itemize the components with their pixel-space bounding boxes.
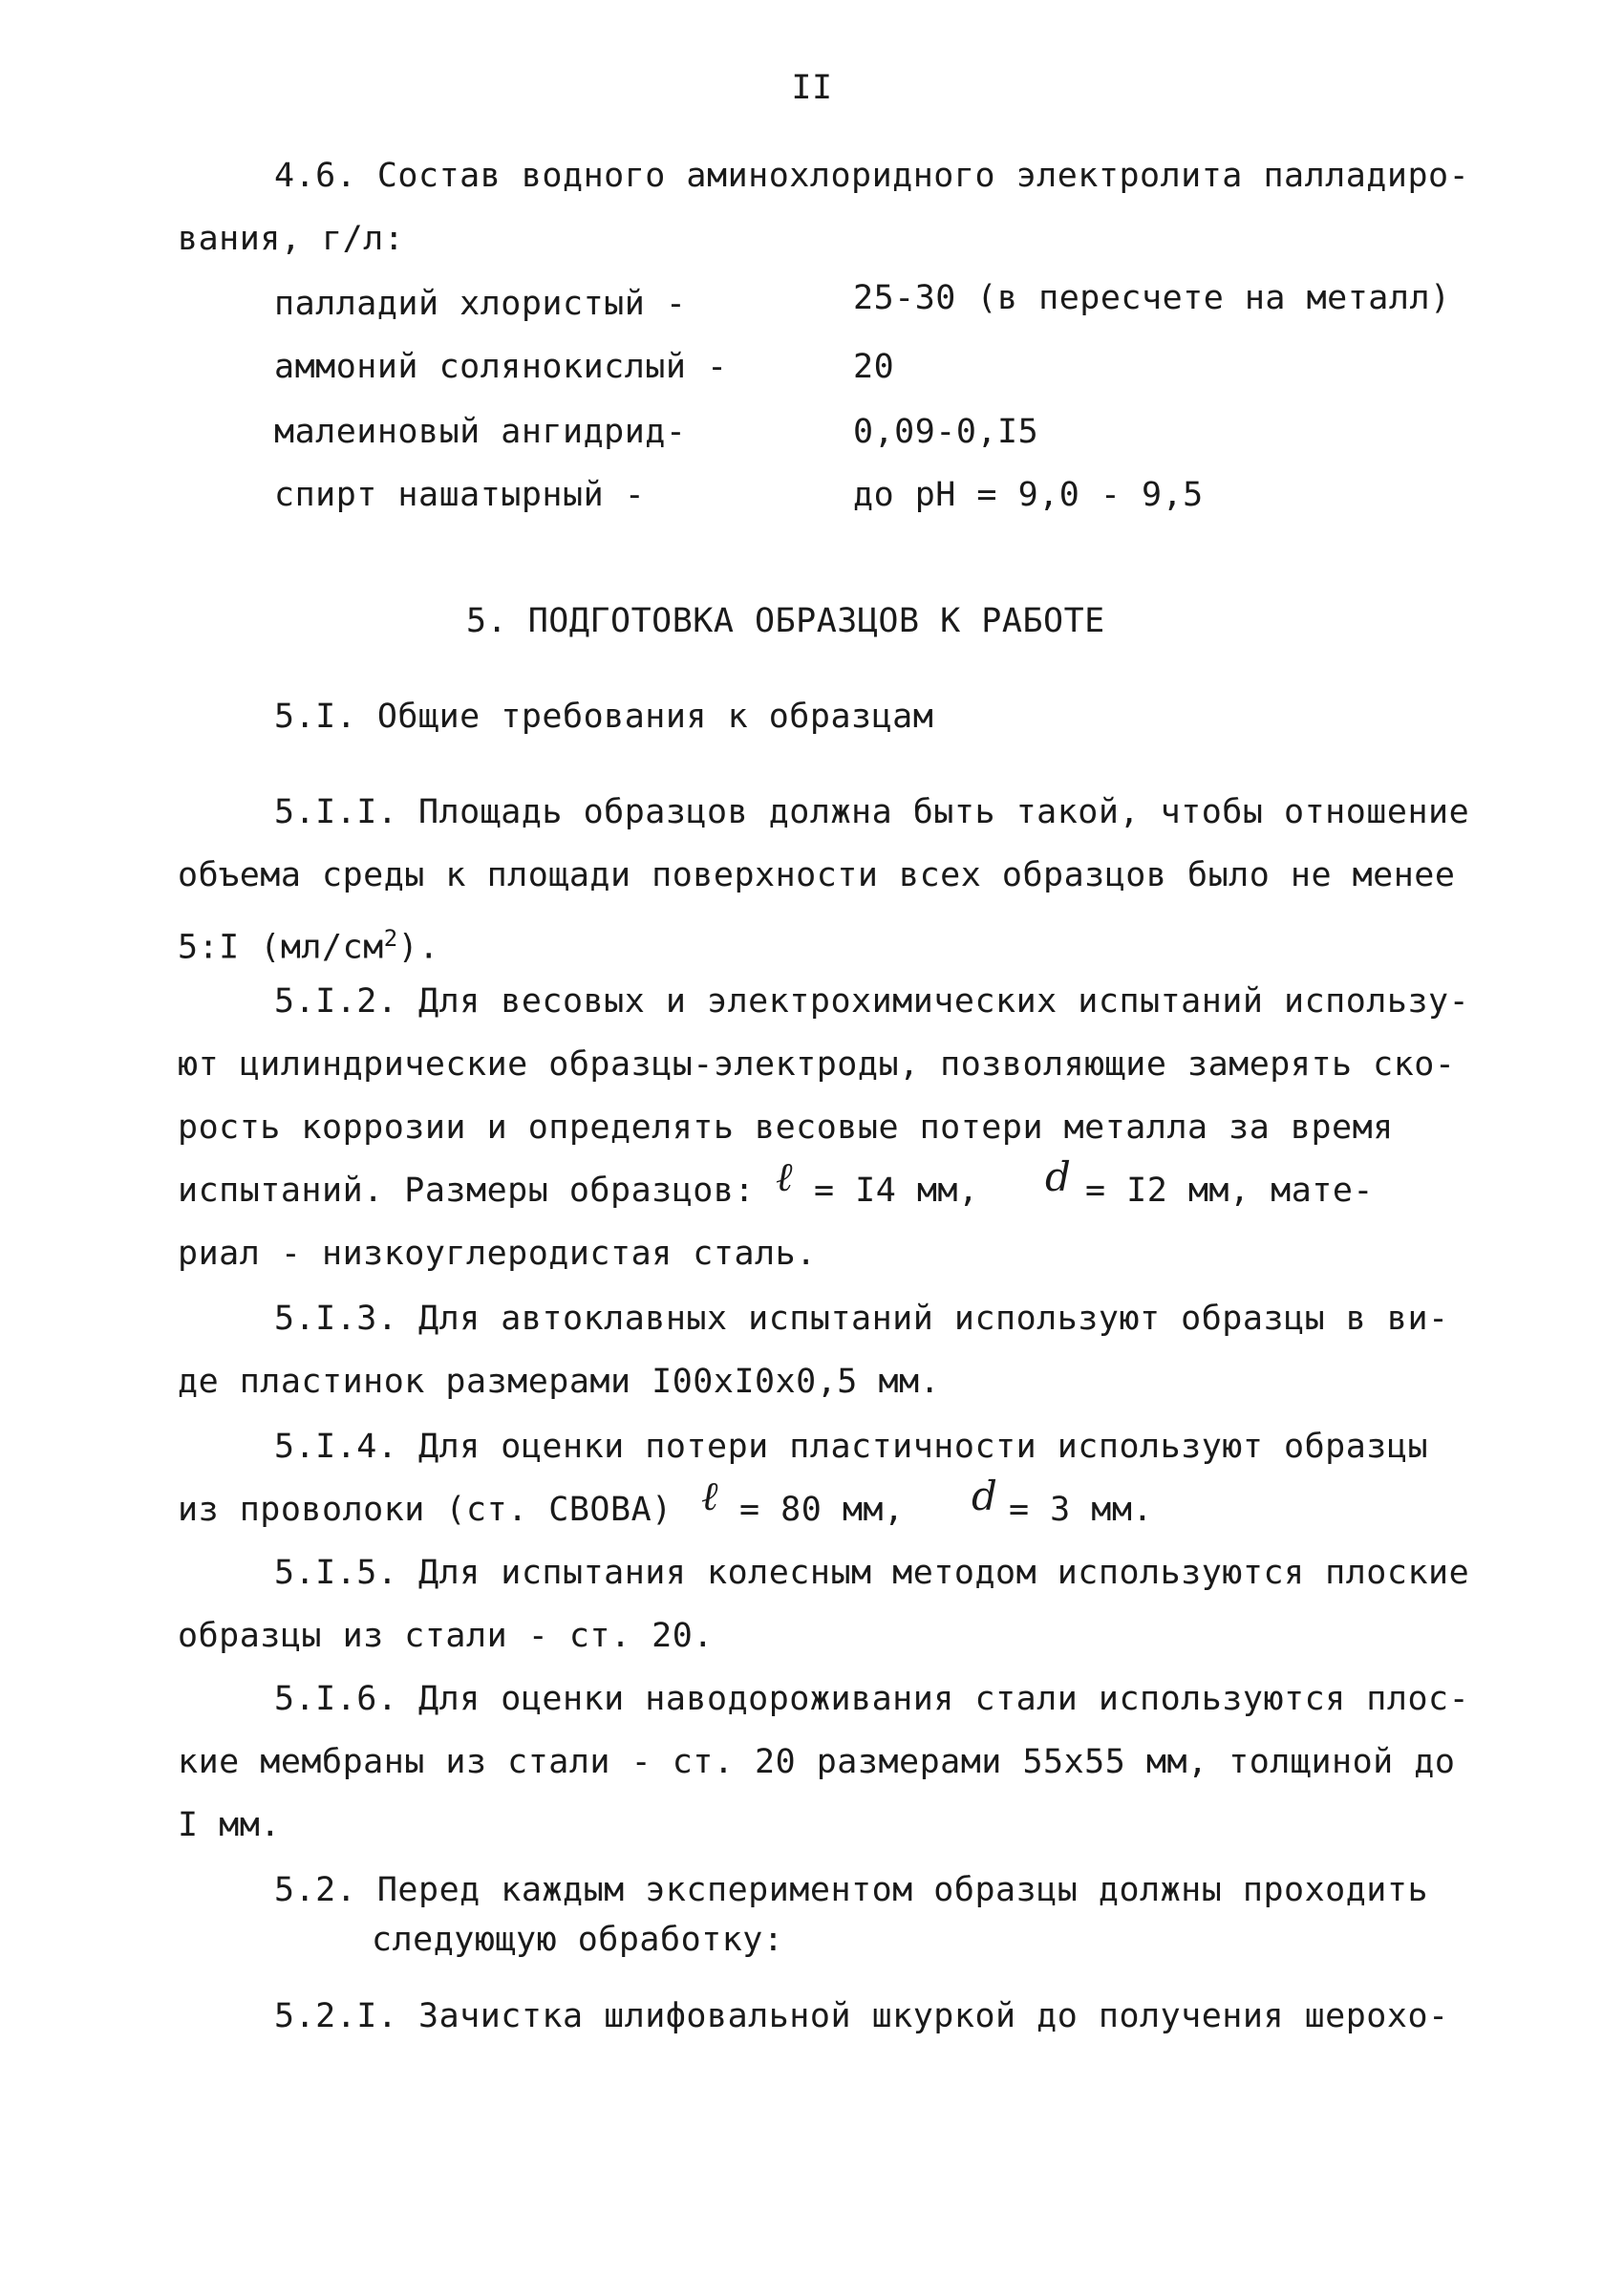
section-5-heading: 5. ПОДГОТОВКА ОБРАЗЦОВ К РАБОТЕ (466, 602, 1105, 640)
length-symbol: ℓ (701, 1473, 718, 1519)
section-4-6-line-2: вания, г/л: (178, 220, 405, 258)
diameter-symbol: d (1045, 1153, 1072, 1200)
page-number: II (791, 69, 833, 107)
paragraph-5-1-1-line-2: объема среды к площади поверхности всех образцов было не менее (178, 856, 1456, 894)
component-value: 20 (853, 348, 895, 386)
component-name: аммоний солянокислый - (274, 348, 728, 386)
superscript: 2 (383, 925, 398, 952)
paragraph-5-1-3-line-2: де пластинок размерами I00xI0x0,5 мм. (178, 1363, 941, 1401)
length-symbol: ℓ (776, 1153, 793, 1200)
paragraph-5-1-2-line-2: ют цилиндрические образцы-электроды, позволяющие замерять ско- (178, 1045, 1456, 1084)
formula-text-end: ). (397, 928, 439, 967)
paragraph-5-1-1-line-1: 5.I.I. Площадь образцов должна быть такой, чтобы отношение (274, 793, 1470, 831)
paragraph-5-1-2-line-4-b: = I4 мм, (814, 1172, 979, 1210)
component-name: спирт нашатырный - (274, 476, 646, 514)
component-name: малеиновый ангидрид- (274, 413, 687, 451)
paragraph-5-1-5-line-2: образцы из стали - ст. 20. (178, 1617, 714, 1655)
paragraph-5-1-6-line-3: I мм. (178, 1806, 281, 1844)
paragraph-5-1-3-line-1: 5.I.3. Для автоклавных испытаний используют образцы в ви- (274, 1300, 1449, 1338)
paragraph-5-2-line-1: 5.2. Перед каждым экспериментом образцы должны проходить (274, 1871, 1429, 1909)
paragraph-5-1-5-line-1: 5.I.5. Для испытания колесным методом используются плоские (274, 1554, 1470, 1592)
paragraph-5-1-4-line-2-c: = 3 мм. (1009, 1491, 1154, 1529)
paragraph-5-1-2-line-5: риал - низкоуглеродистая сталь. (178, 1235, 817, 1273)
paragraph-5-1-2-line-4-c: = I2 мм, мате- (1085, 1172, 1375, 1210)
paragraph-5-2-1-line-1: 5.2.I. Зачистка шлифовальной шкуркой до получения шерохо- (274, 1997, 1449, 2035)
paragraph-5-1-4-line-2-b: = 80 мм, (739, 1491, 905, 1529)
paragraph-5-2-line-2: следующую обработку: (372, 1921, 784, 1959)
paragraph-5-1-1-line-3 (178, 915, 439, 971)
section-4-6-line-1: 4.6. Состав водного аминохлоридного электролита палладиро- (274, 157, 1470, 195)
formula-text: 5:I (мл/см (178, 928, 384, 967)
component-value: 25-30 (в пересчете на металл) (853, 279, 1451, 317)
component-value: 0,09-0,I5 (853, 413, 1039, 451)
component-value: до pH = 9,0 - 9,5 (853, 476, 1204, 514)
paragraph-5-1-4-line-1: 5.I.4. Для оценки потери пластичности используют образцы (274, 1428, 1429, 1466)
paragraph-5-1-2-line-3: рость коррозии и определять весовые потери металла за время (178, 1108, 1394, 1147)
paragraph-5-1-2-line-4-a: испытаний. Размеры образцов: (178, 1172, 756, 1210)
diameter-symbol: d (972, 1473, 998, 1519)
paragraph-5-1-6-line-2: кие мембраны из стали - ст. 20 размерами 55x55 мм, толщиной до (178, 1743, 1456, 1781)
paragraph-5-1-2-line-1: 5.I.2. Для весовых и электрохимических испытаний использу- (274, 982, 1470, 1021)
component-name: палладий хлористый - (274, 285, 687, 323)
paragraph-5-1-6-line-1: 5.I.6. Для оценки наводороживания стали используются плос- (274, 1680, 1470, 1718)
subsection-5-1-heading: 5.I. Общие требования к образцам (274, 698, 934, 736)
paragraph-5-1-4-line-2-a: из проволоки (ст. СВОВА) (178, 1491, 673, 1529)
